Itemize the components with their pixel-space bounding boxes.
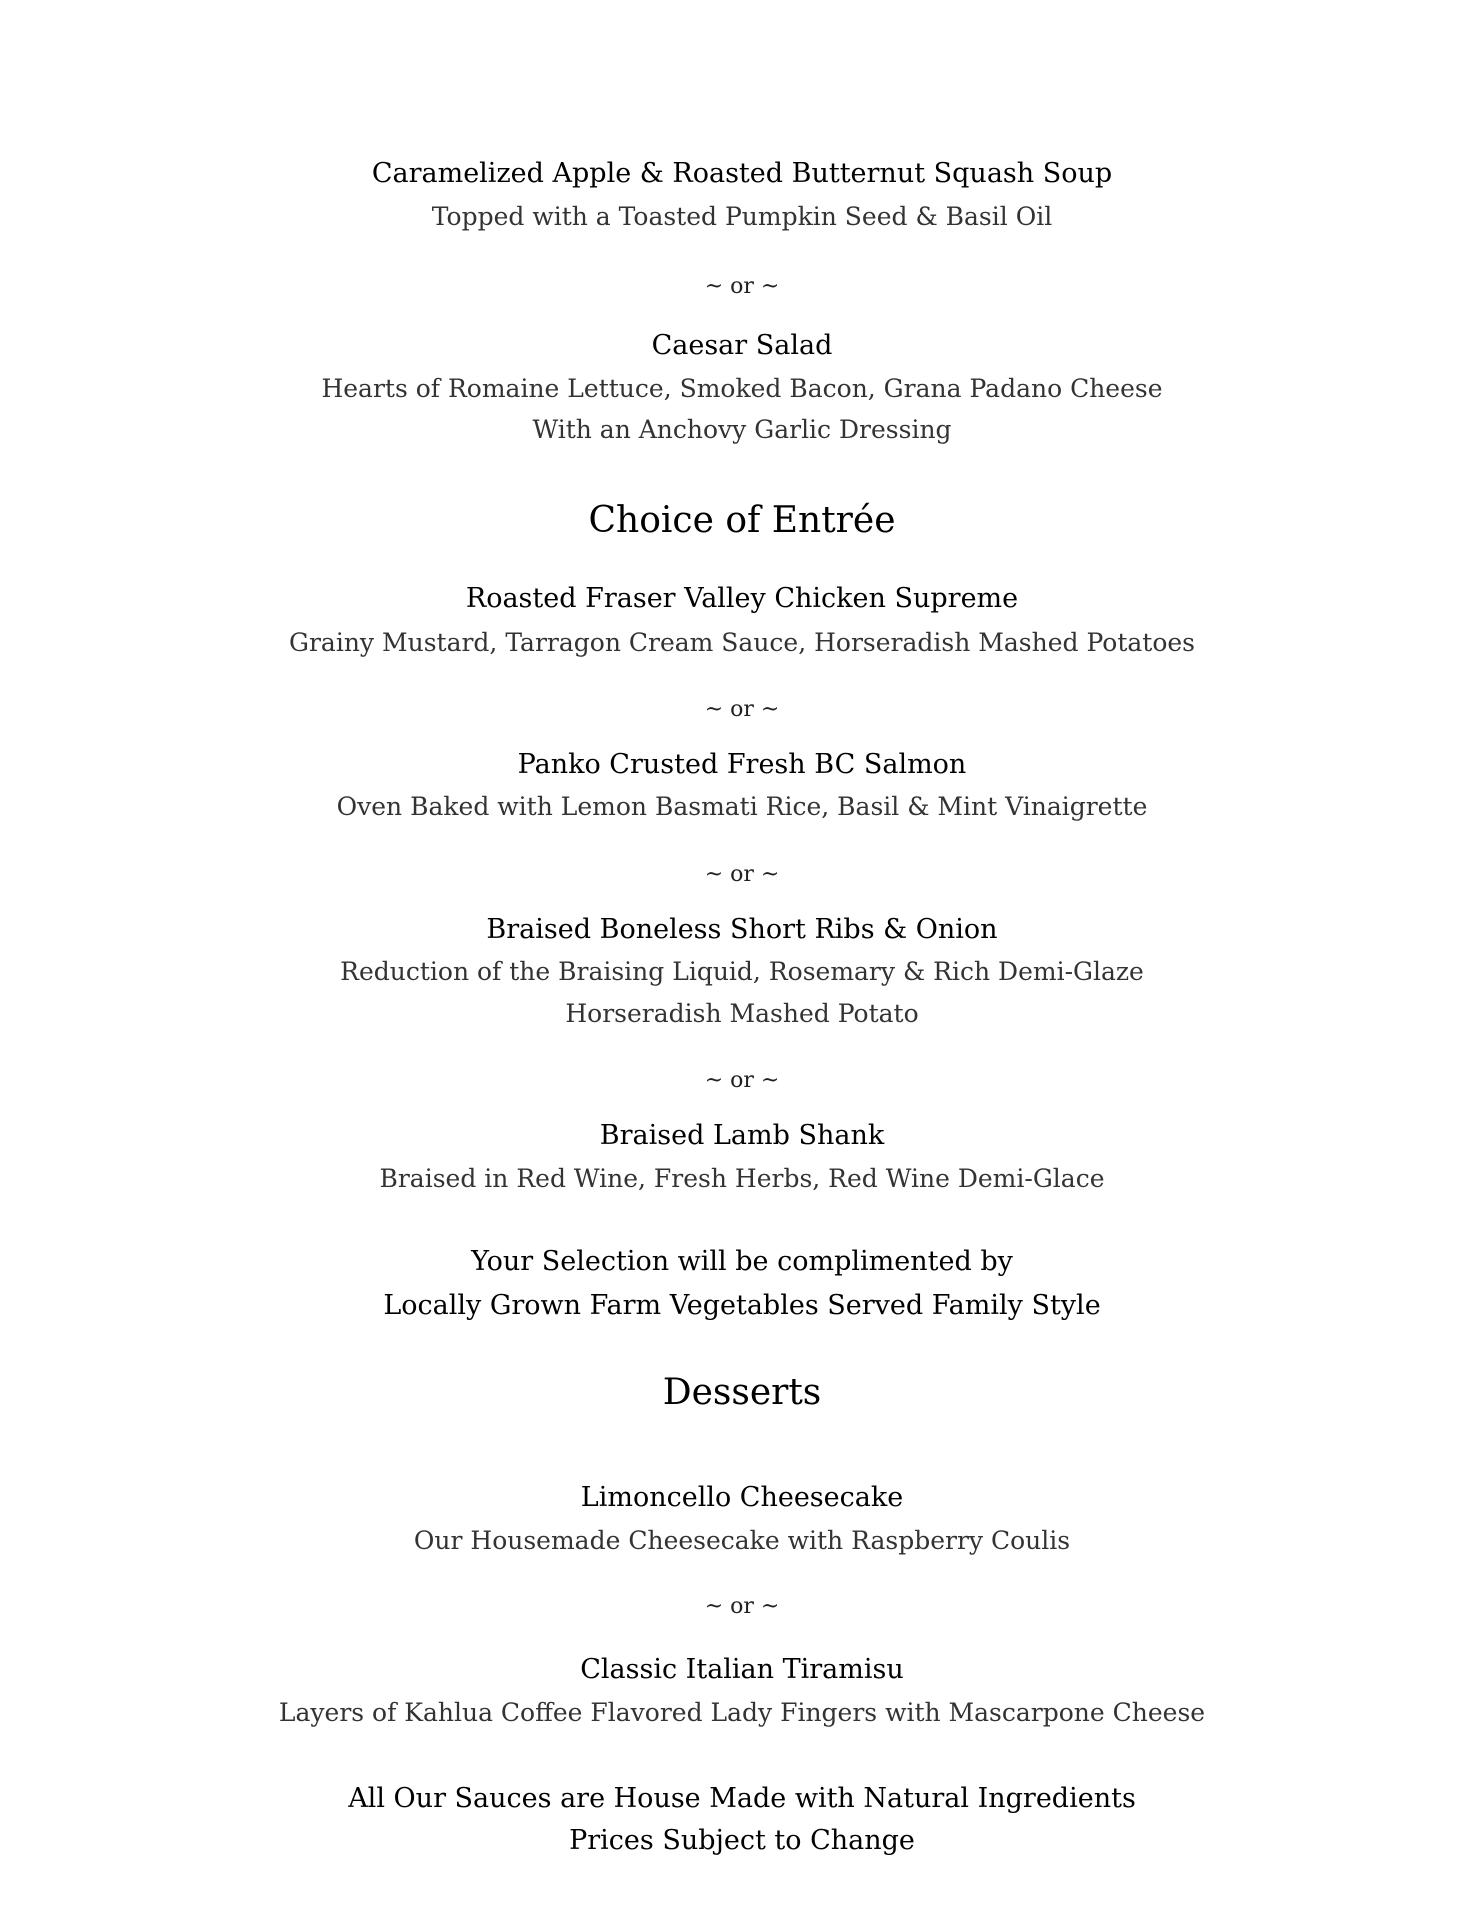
chicken-description: Grainy Mustard, Tarragon Cream Sauce, Horseradish Mashed Potatoes — [289, 628, 1195, 657]
cheesecake-description: Our Housemade Cheesecake with Raspberry Coulis — [413, 1526, 1071, 1555]
or-divider: ~ or ~ — [704, 1068, 780, 1093]
caesar-salad-name: Caesar Salad — [651, 330, 833, 361]
or-divider: ~ or ~ — [704, 274, 780, 299]
short-ribs-description-line-1: Reduction of the Braising Liquid, Rosemary & Rich Demi-Glaze — [340, 957, 1144, 986]
or-divider: ~ or ~ — [704, 1594, 780, 1619]
desserts-section-title: Desserts — [662, 1372, 822, 1413]
entree-note-line-2: Locally Grown Farm Vegetables Served Family Style — [383, 1290, 1101, 1321]
salmon-description: Oven Baked with Lemon Basmati Rice, Basil & Mint Vinaigrette — [336, 792, 1148, 821]
or-divider: ~ or ~ — [704, 862, 780, 887]
chicken-name: Roasted Fraser Valley Chicken Supreme — [465, 583, 1019, 614]
soup-name: Caramelized Apple & Roasted Butternut Squash Soup — [371, 158, 1113, 189]
or-divider: ~ or ~ — [704, 697, 780, 722]
salmon-name: Panko Crusted Fresh BC Salmon — [517, 749, 967, 780]
caesar-salad-description-line-2: With an Anchovy Garlic Dressing — [532, 415, 952, 444]
tiramisu-description: Layers of Kahlua Coffee Flavored Lady Fingers with Mascarpone Cheese — [278, 1698, 1206, 1727]
lamb-shank-description: Braised in Red Wine, Fresh Herbs, Red Wine Demi-Glace — [379, 1164, 1105, 1193]
short-ribs-name: Braised Boneless Short Ribs & Onion — [486, 914, 998, 945]
footer-line-2: Prices Subject to Change — [569, 1825, 915, 1856]
tiramisu-name: Classic Italian Tiramisu — [580, 1654, 904, 1685]
footer-line-1: All Our Sauces are House Made with Natural Ingredients — [348, 1783, 1136, 1814]
soup-description: Topped with a Toasted Pumpkin Seed & Basil Oil — [431, 202, 1053, 231]
short-ribs-description-line-2: Horseradish Mashed Potato — [565, 999, 919, 1028]
lamb-shank-name: Braised Lamb Shank — [599, 1120, 885, 1151]
entree-section-title: Choice of Entrée — [588, 500, 896, 541]
caesar-salad-description-line-1: Hearts of Romaine Lettuce, Smoked Bacon, Grana Padano Cheese — [321, 374, 1163, 403]
cheesecake-name: Limoncello Cheesecake — [580, 1482, 904, 1513]
entree-note-line-1: Your Selection will be complimented by — [471, 1246, 1013, 1277]
